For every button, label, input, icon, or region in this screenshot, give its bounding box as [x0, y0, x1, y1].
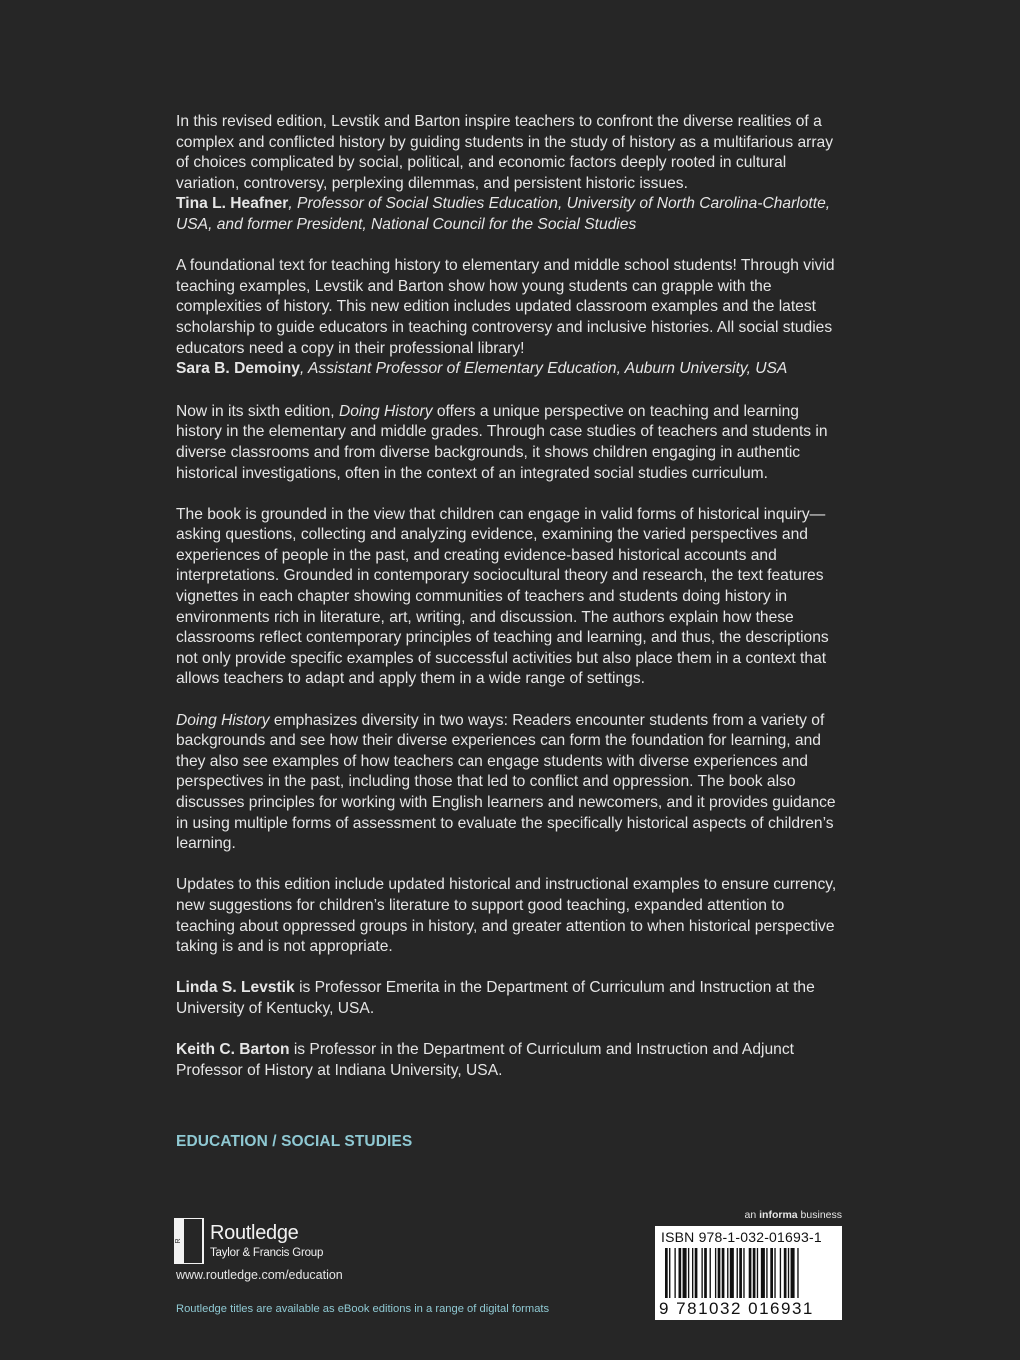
- barcode-bar: [766, 1248, 767, 1298]
- blurb-heafner: [176, 112, 844, 236]
- reviewer-name: Sara B. Demoiny: [176, 360, 300, 378]
- barcode-bar: [737, 1248, 738, 1298]
- ebook-note: Routledge titles are available as eBook editions in a range of digital formats: [176, 1303, 550, 1315]
- description-paragraph-2: The book is grounded in the view that children can engage in valid forms of historical inquiry—asking questions, collecting and analyzing evidence, examining the varied perspectives and experiences of people in the past, and creating evidence-based historical accounts and interpretations. Grounded in contemporary sociocultural theory and research, the text features vignettes in each chapter showing communities of teachers and students doing history in environments rich in literature, art, writing, and discussion. The authors explain how these classrooms reflect contemporary principles of teaching and learning, and thus, the descriptions not only provide specific examples of successful activities but also place them in a context that allows teachers to adapt and apply them in a wide range of settings.: [176, 505, 829, 688]
- author-name: Linda S. Levstik: [176, 979, 295, 997]
- blurb-text: A foundational text for teaching history to elementary and middle school students! Through vivid teaching examples, Levstik and Barton show how young students can grapple with the complexities of history. This new edition includes updated classroom examples and the latest scholarship to guide educators in teaching controversy and inclusive histories. All social studies educators need a copy in their professional library!: [176, 257, 835, 357]
- blurb-attribution: [176, 194, 844, 235]
- barcode-digits: 9 781032 016931: [659, 1299, 814, 1318]
- blurb-text: In this revised edition, Levstik and Barton inspire teachers to confront the diverse realities of a complex and conflicted history by guiding students in the study of history as a multifarious array of choices complicated by social, political, and economic factors deeply rooted in cultural variation, controversy, perplexing dilemmas, and persistent historic issues.: [176, 113, 834, 192]
- publisher-name: Routledge: [210, 1222, 299, 1244]
- barcode-bar: [739, 1248, 742, 1298]
- barcode-bar: [797, 1248, 798, 1298]
- barcode-bar: [774, 1248, 775, 1298]
- barcode-bar: [770, 1248, 773, 1298]
- barcode-bar: [715, 1248, 716, 1298]
- informa-wordmark: informa: [759, 1209, 798, 1221]
- routledge-logo-icon: [174, 1218, 204, 1264]
- author-bio-levstik: [176, 978, 844, 1019]
- barcode-bar: [688, 1248, 689, 1298]
- blurb-demoiny: [176, 256, 844, 380]
- barcode-bar: [788, 1248, 789, 1298]
- barcode-bar: [761, 1248, 765, 1298]
- publisher-url: www.routledge.com/education: [176, 1268, 343, 1282]
- informa-business-tag: [745, 1209, 842, 1221]
- text-span: emphasizes diversity in two ways: Readers encounter students from a variety of backgrounds and see how their diverse experiences can form the foundation for learning, and they also see examples of how teachers can engage students with diverse experiences and perspectives in the past, including those that led to conflict and oppression. The book also discusses principles for working with English learners and newcomers, and it provides guidance in using multiple forms of assessment to evaluate the specifically historical aspects of children’s learning.: [176, 711, 836, 853]
- barcode-bar: [791, 1248, 795, 1298]
- author-bio: is Professor in the Department of Curriculum and Instruction and Adjunct Professor of History at Indiana University, USA.: [176, 1041, 794, 1079]
- author-bio-barton: [176, 1040, 844, 1081]
- barcode-bar: [757, 1248, 758, 1298]
- description-paragraph-4: Updates to this edition include updated historical and instructional examples to ensure currency, new suggestions for children’s literature to support good teaching, expanded attention to teaching about oppressed groups in history, and greater attention to when historical perspective taking is and is not appropriate.: [176, 876, 837, 956]
- reviewer-role: , Assistant Professor of Elementary Education, Auburn University, USA: [299, 360, 788, 378]
- text-span: Now in its sixth edition,: [176, 402, 339, 420]
- barcode-bar: [665, 1248, 668, 1298]
- back-cover-text: [176, 112, 844, 1102]
- barcode-bar: [679, 1248, 682, 1298]
- text-span: offers a unique perspective on teaching and learning history in the elementary and middle grades. Through case studies of teachers and students in diverse classrooms and from diverse backgrounds, it shows children engaging in authentic historical investigations, often in the context of an integrated social studies curriculum.: [176, 402, 828, 482]
- barcode-bar: [749, 1248, 752, 1298]
- description-paragraph-1: [176, 402, 844, 484]
- book-title: Doing History: [176, 711, 270, 729]
- author-bio: is Professor Emerita in the Department of Curriculum and Instruction at the University of Kentucky, USA.: [176, 979, 815, 1017]
- svg-text:R: R: [175, 1238, 182, 1244]
- barcode-bar: [718, 1248, 721, 1298]
- barcode-bar: [753, 1248, 756, 1298]
- subject-category: EDUCATION / SOCIAL STUDIES: [176, 1133, 413, 1150]
- barcode-bar: [701, 1248, 702, 1298]
- barcode-bar: [730, 1248, 734, 1298]
- barcode-bar: [695, 1248, 698, 1298]
- reviewer-role: , Professor of Social Studies Education, University of North Carolina-Charlotte, USA, and former President, National Council for the Social Studies: [176, 195, 831, 233]
- isbn-label: ISBN 978-1-032-01693-1: [661, 1229, 822, 1245]
- barcode: [655, 1226, 842, 1320]
- description-paragraph-3: [176, 711, 844, 855]
- barcode-bar: [674, 1248, 675, 1298]
- barcode-bar: [704, 1248, 707, 1298]
- publisher-group: Taylor & Francis Group: [210, 1247, 324, 1259]
- barcode-bar: [784, 1248, 787, 1298]
- blurb-attribution: [176, 359, 844, 380]
- barcode-bar: [727, 1248, 728, 1298]
- barcode-bar: [683, 1248, 687, 1298]
- author-name: Keith C. Barton: [176, 1041, 290, 1059]
- reviewer-name: Tina L. Heafner: [176, 195, 289, 213]
- barcode-bar: [710, 1248, 711, 1298]
- barcode-bar: [692, 1248, 693, 1298]
- barcode-bar: [669, 1248, 670, 1298]
- barcode-bar: [780, 1248, 781, 1298]
- barcode-bars: [661, 1248, 837, 1298]
- book-title: Doing History: [338, 402, 433, 420]
- text-span: an: [744, 1209, 760, 1221]
- text-span: business: [797, 1209, 842, 1221]
- barcode-bar: [743, 1248, 744, 1298]
- barcode-bar: [722, 1248, 725, 1298]
